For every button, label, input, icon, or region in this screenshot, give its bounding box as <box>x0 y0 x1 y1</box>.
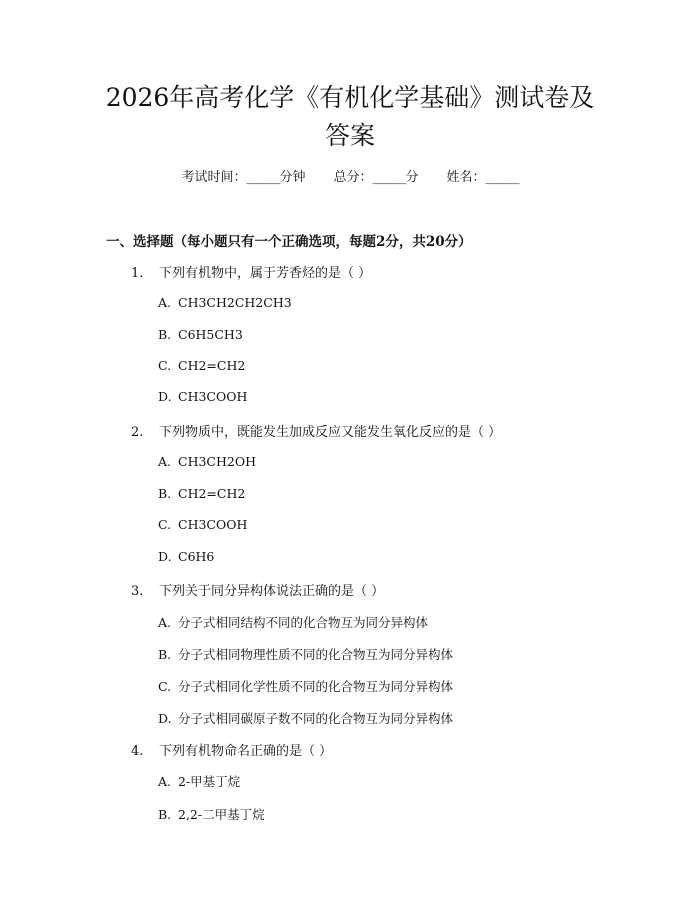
question-text: 下列有机物中，属于芳香烃的是（ ） <box>159 266 372 281</box>
option-letter: B. <box>158 647 172 662</box>
option-letter: D. <box>158 549 172 564</box>
option-2c <box>158 517 247 532</box>
page-title-line1: 2026年高考化学《有机化学基础》测试卷及 <box>105 83 595 112</box>
option-text: 2-甲基丁烷 <box>178 774 241 789</box>
option-letter: A. <box>158 295 172 310</box>
option-text: C6H6 <box>178 549 215 564</box>
question-1 <box>131 262 371 281</box>
student-name <box>447 169 519 187</box>
question-2 <box>131 421 501 440</box>
option-2a <box>158 454 256 469</box>
total-score-blank: ______ <box>372 170 406 185</box>
option-2b <box>158 486 245 501</box>
question-number: 3. <box>131 584 144 599</box>
option-text: 分子式相同碳原子数不同的化合物互为同分异构体 <box>178 711 454 726</box>
page-title-line2: 答案 <box>324 121 375 150</box>
option-letter: C. <box>158 679 172 694</box>
option-letter: D. <box>158 711 172 726</box>
section-heading: 一、选择题（每小题只有一个正确选项，每题2分，共20分） <box>106 234 472 250</box>
option-3d <box>158 709 453 727</box>
option-text: CH3CH2OH <box>178 454 256 469</box>
question-number: 2. <box>131 425 144 440</box>
total-score-label: 总分： <box>333 170 373 185</box>
total-score-unit: 分 <box>405 170 419 185</box>
option-text: 分子式相同化学性质不同的化合物互为同分异构体 <box>178 679 454 694</box>
question-text: 下列有机物命名正确的是（ ） <box>159 744 333 759</box>
option-4a <box>158 772 240 790</box>
question-4 <box>131 740 332 759</box>
option-text: CH3CH2CH2CH3 <box>178 295 292 310</box>
option-1a <box>158 295 292 310</box>
option-1c <box>158 358 245 373</box>
question-text: 下列物质中，既能发生加成反应又能发生氧化反应的是（ ） <box>159 425 502 440</box>
option-text: CH3COOH <box>178 517 248 532</box>
exam-time-label: 考试时间： <box>181 170 247 185</box>
option-letter: A. <box>158 774 172 789</box>
option-3a <box>158 613 428 631</box>
question-number: 1. <box>131 266 144 281</box>
option-letter: C. <box>158 358 172 373</box>
question-3 <box>131 580 384 599</box>
question-number: 4. <box>131 744 144 759</box>
option-text: 分子式相同结构不同的化合物互为同分异构体 <box>178 615 429 630</box>
option-1b <box>158 327 243 342</box>
exam-time-unit: 分钟 <box>279 170 306 185</box>
option-letter: A. <box>158 615 172 630</box>
student-name-blank: ______ <box>485 170 519 185</box>
option-text: 分子式相同物理性质不同的化合物互为同分异构体 <box>178 647 454 662</box>
option-3b <box>158 645 453 663</box>
option-letter: D. <box>158 389 172 404</box>
option-text: C6H5CH3 <box>178 327 243 342</box>
exam-time <box>181 169 305 187</box>
option-letter: B. <box>158 327 172 342</box>
option-text: CH2=CH2 <box>178 486 246 501</box>
option-text: CH2=CH2 <box>178 358 246 373</box>
exam-time-blank: ______ <box>246 170 280 185</box>
total-score <box>333 169 418 187</box>
option-3c <box>158 677 453 695</box>
option-letter: B. <box>158 807 172 822</box>
option-text: 2,2-二甲基丁烷 <box>178 807 265 822</box>
question-text: 下列关于同分异构体说法正确的是（ ） <box>159 584 385 599</box>
option-text: CH3COOH <box>178 389 248 404</box>
option-letter: A. <box>158 454 172 469</box>
option-4b <box>158 805 265 823</box>
student-name-label: 姓名： <box>446 170 486 185</box>
option-2d <box>158 549 214 564</box>
exam-meta <box>0 169 700 187</box>
option-letter: C. <box>158 517 172 532</box>
option-1d <box>158 389 247 404</box>
option-letter: B. <box>158 486 172 501</box>
